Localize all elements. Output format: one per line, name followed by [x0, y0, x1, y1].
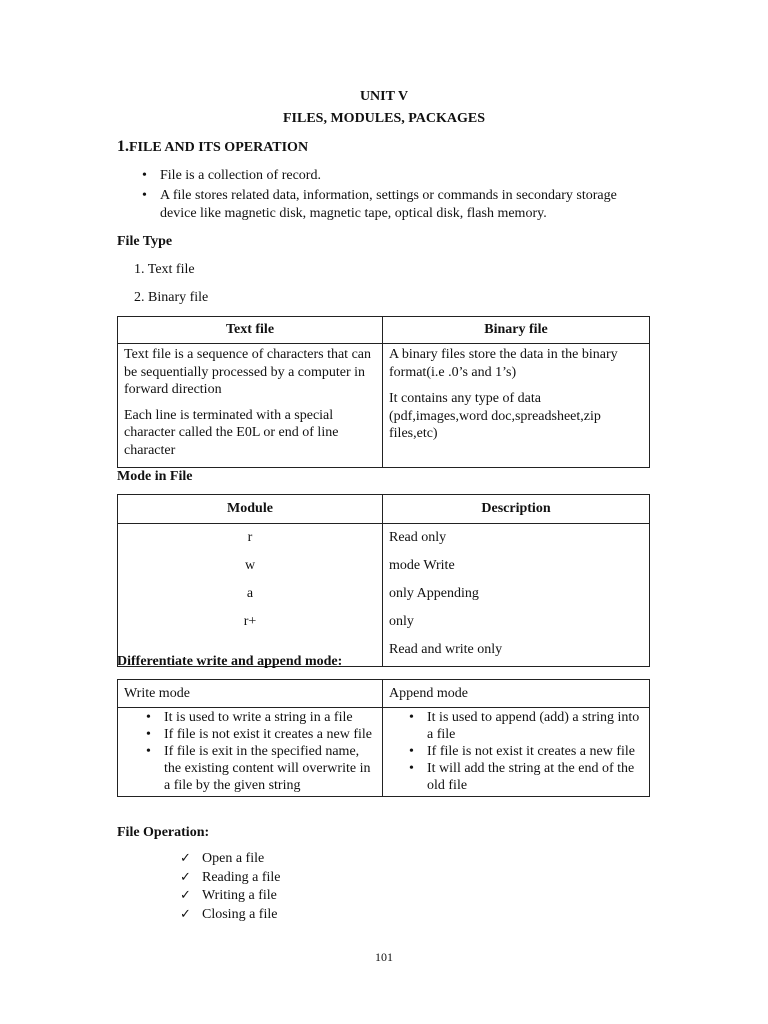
cell-paragraph: Each line is terminated with a special character called the E0L or end of line character [124, 407, 339, 458]
mode-description: mode Write [389, 558, 455, 573]
table-cell [118, 344, 383, 468]
mode-heading: Mode in File [117, 469, 193, 484]
diff-table [117, 679, 650, 797]
unit-label: UNIT V [359, 89, 409, 104]
section-heading [117, 138, 308, 157]
cell-paragraph: It contains any type of data (pdf,images,word doc,spreadsheet,zip files,etc) [389, 391, 601, 441]
list-item: • It is used to append (add) a string into a file [407, 709, 645, 743]
section-number: 1. [117, 138, 129, 155]
page-number: 101 [375, 950, 393, 964]
file-operation-heading: File Operation: [117, 825, 210, 840]
mode-description: Read and write only [389, 642, 503, 657]
mode-table [117, 494, 650, 667]
table-header: Description [383, 495, 650, 524]
table-cell [118, 708, 383, 797]
checklist-item: ✓ Writing a file [180, 887, 281, 906]
mode-description: only Appending [389, 586, 479, 601]
cell-paragraph: A binary files store the data in the binary format(i.e .0’s and 1’s) [389, 347, 618, 380]
table-cell [383, 708, 650, 797]
list-item: • It is used to write a string in a file [144, 709, 378, 726]
table-header: Text file [118, 317, 383, 344]
list-item: • If file is exit in the specified name, the existing content will overwrite in a file by the given string [144, 743, 378, 794]
file-type-heading: File Type [117, 234, 173, 249]
table-cell [383, 344, 650, 468]
diff-heading: Differentiate write and append mode: [117, 654, 343, 669]
table-header: Module [118, 495, 383, 524]
list-item: • File is a collection of record. [140, 167, 640, 185]
list-item: • It will add the string at the end of the old file [407, 760, 645, 794]
table-cell [383, 524, 650, 667]
mode-description: only [389, 614, 414, 629]
list-item: • If file is not exist it creates a new file [407, 743, 645, 760]
mode-value: w [244, 558, 256, 573]
mode-value: a [246, 586, 254, 601]
checklist-item: ✓ Reading a file [180, 869, 281, 888]
list-item: • A file stores related data, information, settings or commands in secondary storage device like magnetic disk, magnetic tape, optical disk, flash memory. [140, 187, 640, 223]
list-item: 1. Text file [134, 262, 195, 277]
cell-paragraph: Text file is a sequence of characters that can be sequentially processed by a computer in forward direction [124, 347, 372, 397]
file-type-table [117, 316, 650, 468]
table-header: Binary file [383, 317, 650, 344]
table-header: Write mode [118, 680, 383, 708]
section-bullets [140, 167, 640, 223]
mode-value: r+ [243, 614, 257, 629]
checklist-item: ✓ Closing a file [180, 906, 281, 925]
page-title: FILES, MODULES, PACKAGES [283, 111, 485, 126]
list-item: • If file is not exist it creates a new file [144, 726, 378, 743]
mode-description: Read only [389, 530, 447, 545]
checklist-item: ✓ Open a file [180, 850, 281, 869]
mode-value: r [247, 530, 253, 545]
table-header: Append mode [383, 680, 650, 708]
list-item: 2. Binary file [134, 290, 209, 305]
section-title: FILE AND ITS OPERATION [129, 140, 309, 155]
table-cell [118, 524, 383, 667]
file-operation-list [180, 850, 281, 924]
